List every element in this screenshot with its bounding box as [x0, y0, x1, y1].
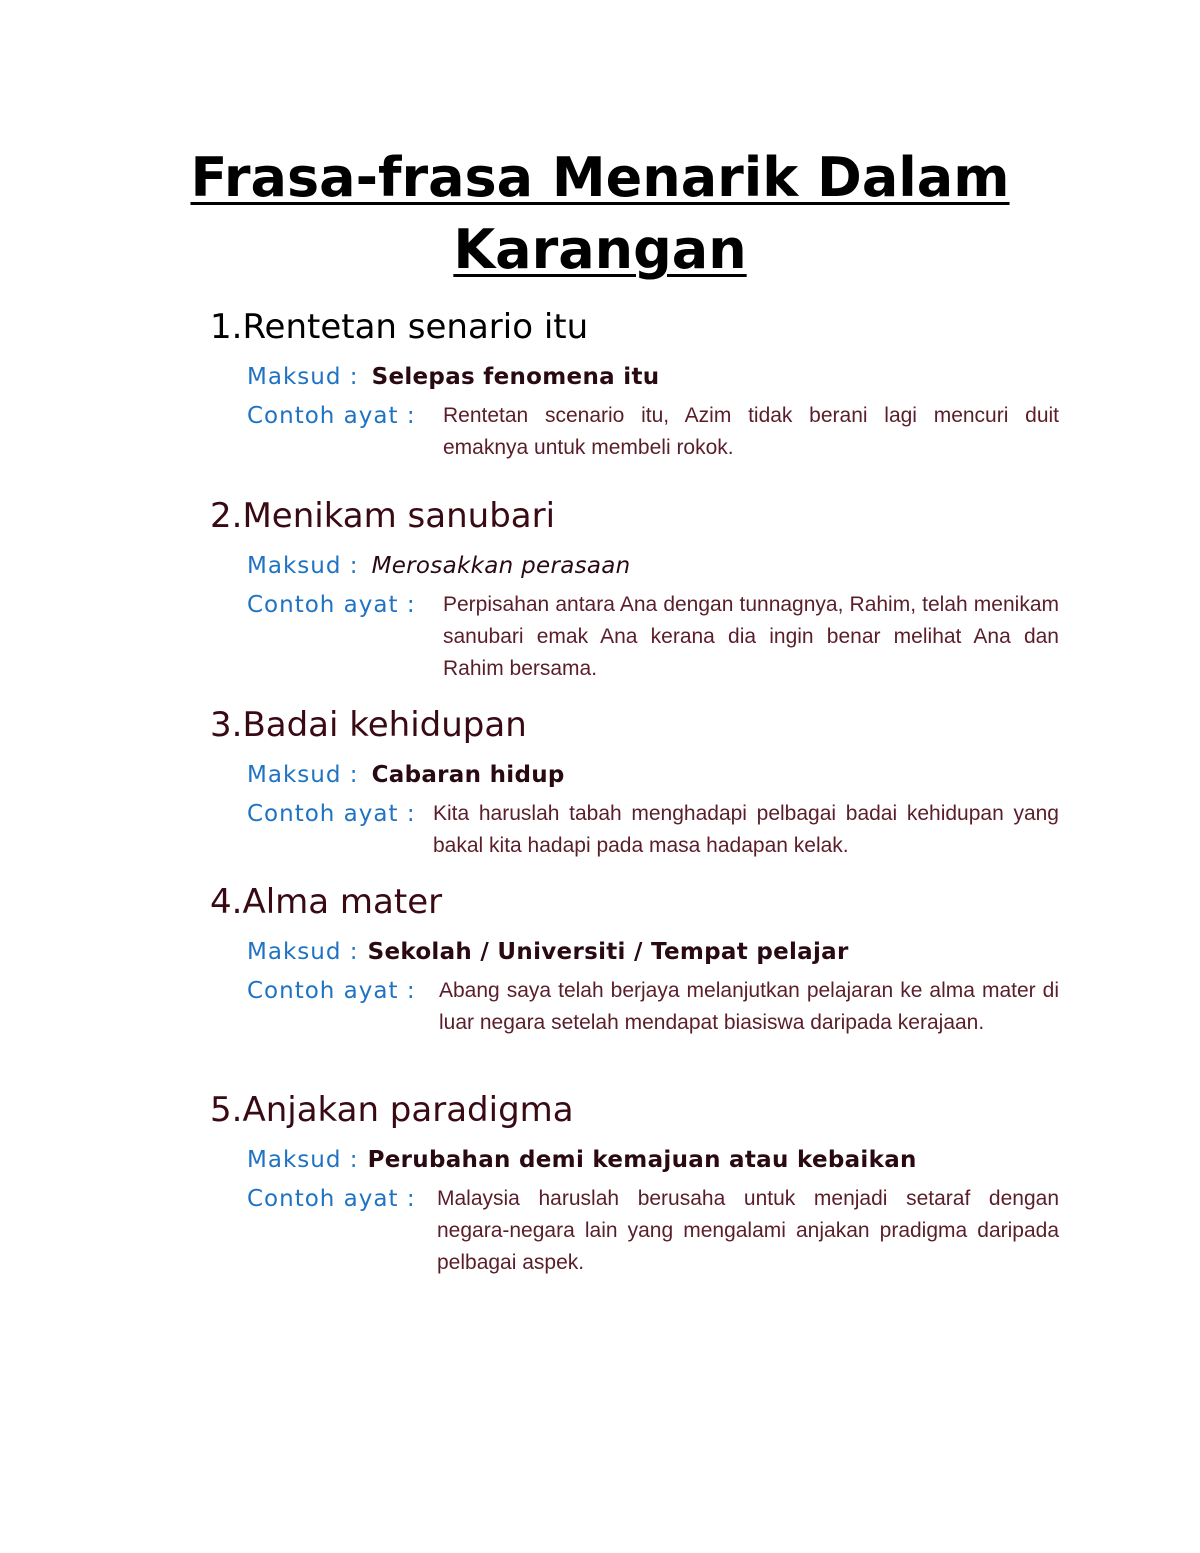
meaning-label: Maksud : [247, 762, 359, 788]
meaning-row [247, 934, 1059, 970]
example-label: Contoh ayat : [247, 1186, 416, 1212]
example-text: Kita haruslah tabah menghadapi pelbagai badai kehidupan yang bakal kita hadapi pada masa hadapan kelak. [433, 802, 1059, 857]
meaning-row [247, 1142, 1059, 1178]
meaning-label: Maksud : [247, 364, 359, 390]
meaning-text: Merosakkan perasaan [371, 553, 631, 579]
phrase-heading: 3.Badai kehidupan [210, 705, 527, 745]
example-row [247, 797, 1059, 862]
example-text: Malaysia haruslah berusaha untuk menjadi setaraf dengan negara-negara lain yang mengalami anjakan pradigma daripada pelbagai aspek. [437, 1187, 1059, 1274]
example-row [247, 974, 1059, 1039]
phrase-entry-5 [210, 1088, 1070, 1279]
meaning-label: Maksud : [247, 1147, 359, 1173]
meaning-text: Selepas fenomena itu [371, 364, 660, 390]
example-label: Contoh ayat : [247, 978, 416, 1004]
phrase-heading: 2.Menikam sanubari [210, 496, 556, 536]
example-text: Abang saya telah berjaya melanjutkan pelajaran ke alma mater di luar negara setelah mendapat biasiswa daripada kerajaan. [439, 979, 1059, 1034]
example-row [247, 588, 1059, 685]
phrase-heading: 4.Alma mater [210, 882, 443, 922]
meaning-row [247, 548, 1059, 584]
document-title-line-1: Frasa-frasa Menarik Dalam [190, 146, 1010, 209]
meaning-text: Sekolah / Universiti / Tempat pelajar [367, 939, 849, 965]
meaning-text: Cabaran hidup [371, 762, 565, 788]
meaning-row [247, 757, 1059, 793]
example-label: Contoh ayat : [247, 592, 416, 618]
example-text: Rentetan scenario itu, Azim tidak berani lagi mencuri duit emaknya untuk membeli rokok. [443, 404, 1059, 459]
phrase-entry-1 [210, 305, 1070, 464]
example-label: Contoh ayat : [247, 801, 416, 827]
phrase-heading: 5.Anjakan paradigma [210, 1090, 574, 1130]
meaning-label: Maksud : [247, 553, 359, 579]
document-title-line-2: Karangan [453, 218, 747, 281]
meaning-text: Perubahan demi kemajuan atau kebaikan [367, 1147, 917, 1173]
example-row [247, 1182, 1059, 1279]
phrase-entry-4 [210, 880, 1070, 1039]
meaning-label: Maksud : [247, 939, 359, 965]
phrase-entry-2 [210, 494, 1070, 685]
example-label: Contoh ayat : [247, 403, 416, 429]
phrase-heading: 1.Rentetan senario itu [210, 307, 589, 347]
phrase-entry-3 [210, 703, 1070, 862]
example-row [247, 399, 1059, 464]
meaning-row [247, 359, 1059, 395]
example-text: Perpisahan antara Ana dengan tunnagnya, Rahim, telah menikam sanubari emak Ana kerana dia ingin benar melihat Ana dan Rahim bersama. [443, 593, 1059, 680]
